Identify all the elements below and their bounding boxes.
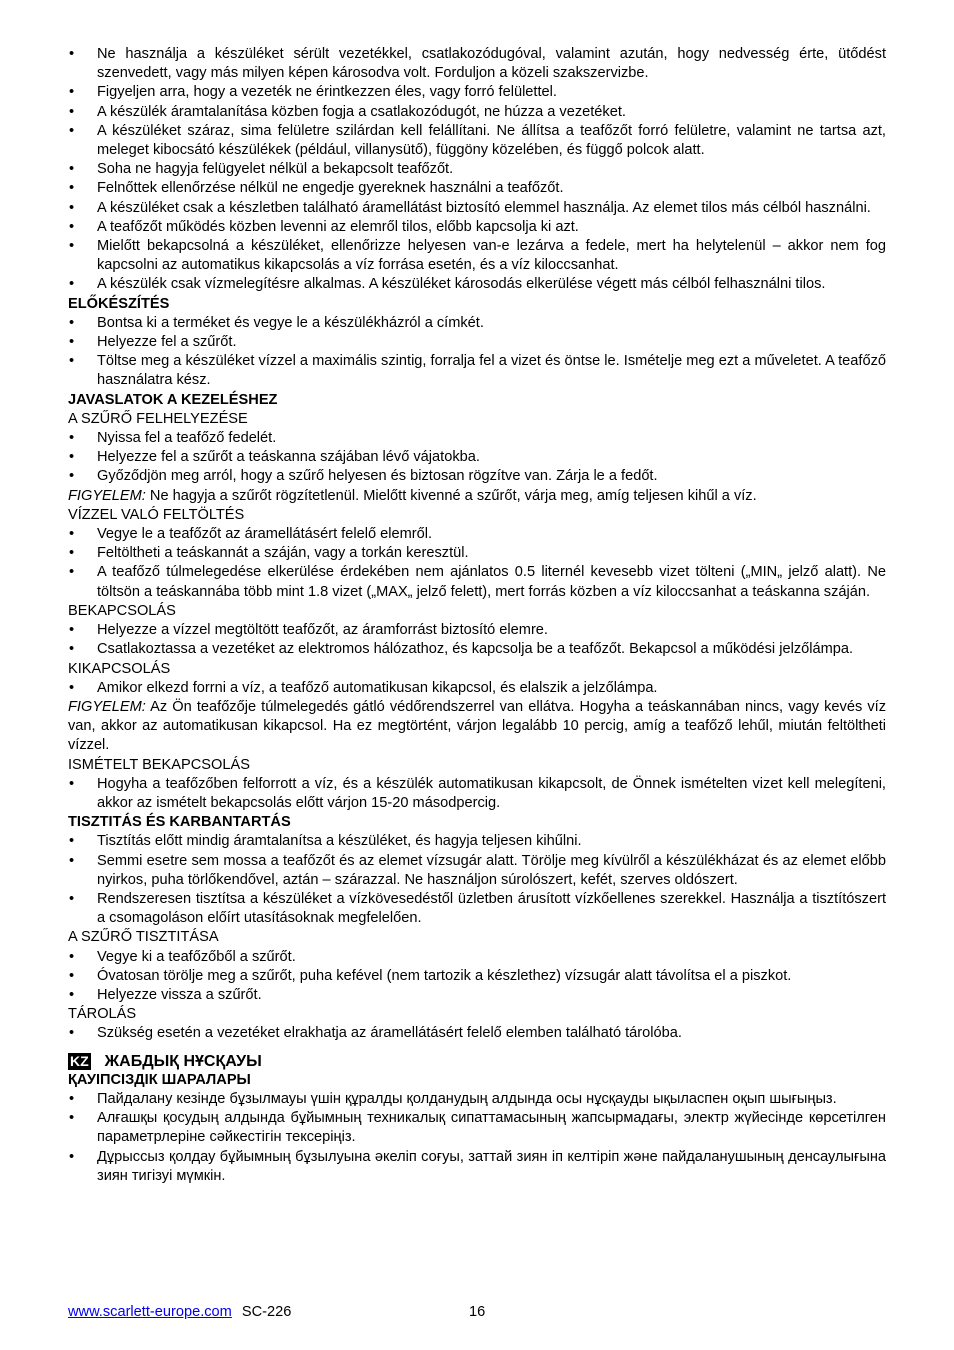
bullet-item: • Vegye ki a teafőzőből a szűrőt. xyxy=(68,948,886,967)
bullet-item: • Szükség esetén a vezetéket elrakhatja az áramellátásért felelő elemben található tárolóba. xyxy=(68,1024,886,1043)
warning-note xyxy=(68,698,886,756)
bullet-item: • Дұрыссыз қолдау бұйымның бұзылуына әкеліп соғуы, заттай зиян іп келтіріп және пайдаланушының денсаулығына зиян тигізуі мүмкін. xyxy=(68,1148,886,1186)
bullet-item: • A teafőzőt működés közben levenni az elemről tilos, előbb kapcsolja ki azt. xyxy=(68,218,886,237)
subsection-heading: ISMÉTELT BEKAPCSOLÁS xyxy=(68,756,250,773)
language-section-header xyxy=(68,1052,886,1071)
subsection-heading: TÁROLÁS xyxy=(68,1006,137,1023)
subsection-heading: A SZŰRŐ FELHELYEZÉSE xyxy=(68,410,248,427)
bullet-item: • Soha ne hagyja felügyelet nélkül a bekapcsolt teafőzőt. xyxy=(68,160,886,179)
website-link[interactable]: www.scarlett-europe.com xyxy=(68,1304,232,1320)
document-body xyxy=(68,45,886,1186)
subsection-heading: KIKAPCSOLÁS xyxy=(68,660,171,677)
bullet-item: • Felnőttek ellenőrzése nélkül ne engedje gyereknek használni a teafőzőt. xyxy=(68,179,886,198)
bullet-item: • Figyeljen arra, hogy a vezeték ne érintkezzen éles, vagy forró felülettel. xyxy=(68,83,886,102)
bullet-item: • Csatlakoztassa a vezetéket az elektromos hálózathoz, és kapcsolja be a teafőzőt. Bekapcsol a működési jelzőlámpa. xyxy=(68,640,886,659)
warning-text: Az Ön teafőzője túlmelegedés gátló védőrendszerrel van ellátva. Hogyha a teáskannában nincs, vagy kevés víz van, akkor az automatikusan kikapcsol. Ha ez megtörtént, várjon legalább 10 percig, amíg a teafőző lehűl, miután feltöltheti vízzel. xyxy=(68,698,886,754)
warning-label: FIGYELEM: xyxy=(68,487,146,504)
bullet-item: • Amikor elkezd forrni a víz, a teafőző automatikusan kikapcsol, és elalszik a jelzőlámpa. xyxy=(68,679,886,698)
subsection-heading: A SZŰRŐ TISZTITÁSA xyxy=(68,929,219,946)
bullet-item: • A készülék csak vízmelegítésre alkalmas. A készüléket károsodás elkerülése végett más célból felhasználni tilos. xyxy=(68,275,886,294)
manual-title: ЖАБДЫҚ НҰСҚАУЫ xyxy=(104,1052,262,1070)
bullet-item: • Feltöltheti a teáskannát a száján, vagy a torkán keresztül. xyxy=(68,544,886,563)
language-badge: KZ xyxy=(70,1052,89,1069)
section-heading: JAVASLATOK A KEZELÉSHEZ xyxy=(68,391,278,408)
bullet-item: • Győződjön meg arról, hogy a szűrő helyesen és biztosan rögzítve van. Zárja le a fedőt. xyxy=(68,467,886,486)
bullet-item: • Óvatosan törölje meg a szűrőt, puha kefével (nem tartozik a készlethez) vízsugár alatt távolítsa el a piszkot. xyxy=(68,967,886,986)
bullet-item: • Semmi esetre sem mossa a teafőzőt és az elemet vízsugár alatt. Törölje meg kívülről a készülékházat és az elemet előbb nyirkos, puha törlőkendővel, aztán – szárazzal. Ne használjon súrolószert, kefét, szerves oldószert. xyxy=(68,852,886,890)
bullet-item: • Töltse meg a készüléket vízzel a maximális szintig, forralja fel a vizet és öntse le. Ismételje meg ezt a műveletet. A teafőző használatra kész. xyxy=(68,352,886,390)
bullet-item: • A teafőző túlmelegedése elkerülése érdekében nem ajánlatos 0.5 liternél kevesebb vizet tölteni („MIN„ jelző alatt). Ne töltsön a teáskannába több mint 1.8 vizet („MAX„ jelző felett), mert forrás közben a víz kiloccsanhat a teáskanna száján. xyxy=(68,563,886,601)
bullet-item: • Helyezze fel a szűrőt a teáskanna szájában lévő vájatokba. xyxy=(68,448,886,467)
bullet-item: • A készüléket csak a készletben található áramellátást biztosító elemmel használja. Az elemet tilos más célból használni. xyxy=(68,199,886,218)
bullet-item: • Helyezze a vízzel megtöltött teafőzőt, az áramforrást biztosító elemre. xyxy=(68,621,886,640)
page-footer xyxy=(68,1304,291,1320)
warning-note xyxy=(68,487,886,506)
section-heading: ҚАУІПСІЗДІК ШАРАЛАРЫ xyxy=(68,1071,251,1088)
bullet-item: • A készüléket száraz, sima felületre szilárdan kell felállítani. Ne állítsa a teafőzőt forró felületre, valamint ne tartsa azt, meleget kibocsátó készülékek (például, villanysütő), függöny közelében, és függő polcok alatt. xyxy=(68,122,886,160)
bullet-item: • Vegye le a teafőzőt az áramellátásért felelő elemről. xyxy=(68,525,886,544)
bullet-item: • A készülék áramtalanítása közben fogja a csatlakozódugót, ne húzza a vezetéket. xyxy=(68,103,886,122)
bullet-item: • Tisztítás előtt mindig áramtalanítsa a készüléket, és hagyja teljesen kihűlni. xyxy=(68,832,886,851)
bullet-item: • Helyezze fel a szűrőt. xyxy=(68,333,886,352)
page-number: 16 xyxy=(469,1304,486,1320)
bullet-item: • Bontsa ki a terméket és vegye le a készülékházról a címkét. xyxy=(68,314,886,333)
bullet-item: • Nyissa fel a teafőző fedelét. xyxy=(68,429,886,448)
bullet-item: • Hogyha a teafőzőben felforrott a víz, és a készülék automatikusan kikapcsolt, de Önnek ismételten vizet kell melegíteni, akkor az ismételt bekapcsolás előtt várjon 15-20 másodpercig. xyxy=(68,775,886,813)
model-number: SC-226 xyxy=(241,1304,292,1320)
section-heading: ELŐKÉSZÍTÉS xyxy=(68,295,170,312)
bullet-item: • Пайдалану кезінде бұзылмауы үшін құралды қолданудың алдында осы нұсқауды ықыласпен оқып шығыңыз. xyxy=(68,1090,886,1109)
bullet-item: • Mielőtt bekapcsolná a készüléket, ellenőrizze helyesen van-e lezárva a fedele, mert ha helytelenül – akkor nem fog kapcsolni az automatikus kikapcsolás a víz forrása esetén, és a víz kiloccsanhat. xyxy=(68,237,886,275)
bullet-item: • Helyezze vissza a szűrőt. xyxy=(68,986,886,1005)
bullet-item: • Алғашқы қосудың алдында бұйымның техникалық сипаттамасының жапсырмадағы, электр жүйесінде көрсетілген параметрлеріне сәйкестігін тексеріңіз. xyxy=(68,1109,886,1147)
subsection-heading: VÍZZEL VALÓ FELTÖLTÉS xyxy=(68,506,245,523)
bullet-item: • Rendszeresen tisztítsa a készüléket a vízkövesedéstől üzletben árusított vízkőellenes szerekkel. Használja a tisztítószert a csomagoláson előírt utasításoknak megfelelően. xyxy=(68,890,886,928)
section-heading: TISZTITÁS ÉS KARBANTARTÁS xyxy=(68,814,291,831)
warning-text: Ne hagyja a szűrőt rögzítetlenül. Mielőtt kivenné a szűrőt, várja meg, amíg teljesen kihűl a víz. xyxy=(145,487,757,504)
subsection-heading: BEKAPCSOLÁS xyxy=(68,602,176,619)
bullet-item: • Ne használja a készüléket sérült vezetékkel, csatlakozódugóval, valamint azután, hogy nedvesség érte, ütődést szenvedett, vagy más milyen képen károsodva volt. Forduljon a közeli szakszervizbe. xyxy=(68,45,886,83)
warning-label: FIGYELEM: xyxy=(68,698,146,715)
